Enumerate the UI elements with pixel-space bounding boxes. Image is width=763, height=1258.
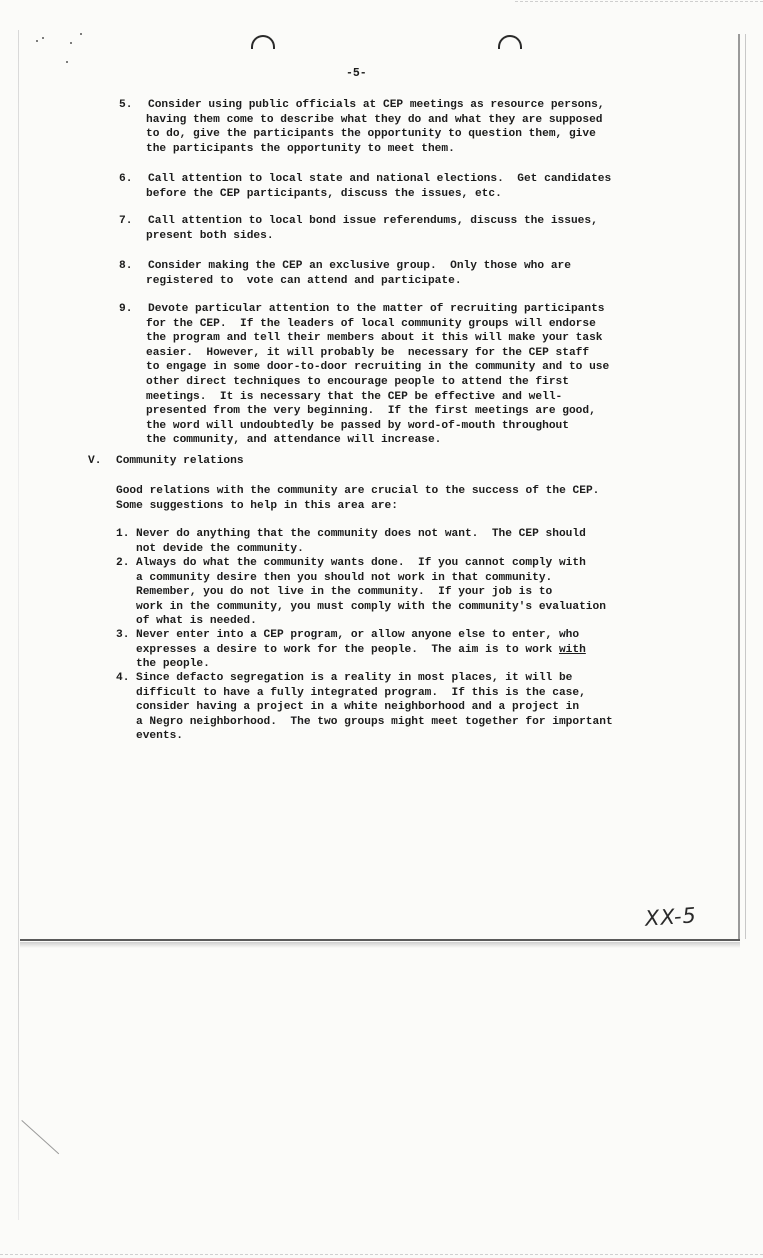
- list-item-line: the word will undoubtedly be passed by word-of-mouth throughout: [146, 419, 569, 432]
- list-item-number: 8.: [119, 260, 133, 272]
- section-item-line: expresses a desire to work for the people. The aim is to work with: [136, 643, 586, 656]
- list-item-number: 9.: [119, 303, 133, 315]
- section-item-line: Never enter into a CEP program, or allow anyone else to enter, who: [136, 629, 580, 641]
- section-item-number: 3.: [116, 629, 130, 641]
- list-item-line: other direct techniques to encourage people to attend the first: [146, 376, 569, 388]
- list-item-line: Devote particular attention to the matter of recruiting participants: [148, 303, 605, 315]
- section-item-line: of what is needed.: [136, 615, 257, 628]
- list-item-line: the participants the opportunity to meet them.: [146, 142, 455, 155]
- scan-speck: [80, 33, 82, 35]
- handwritten-page-label: XX-5: [644, 903, 698, 931]
- list-item-line: presented from the very beginning. If the first meetings are good,: [146, 405, 596, 418]
- list-item-line: the community, and attendance will increase.: [146, 434, 442, 447]
- punch-hole-mark-left: [251, 35, 275, 49]
- section-item-number: 1.: [116, 528, 130, 540]
- list-item-line: meetings. It is necessary that the CEP be effective and well-: [146, 390, 563, 403]
- section-item-line: the people.: [136, 658, 210, 671]
- section-item-line: Always do what the community wants done. If you cannot comply with: [136, 557, 586, 569]
- section-item-line: Since defacto segregation is a reality in most places, it will be: [136, 672, 573, 684]
- list-item-line: Call attention to local state and national elections. Get candidates: [148, 173, 612, 185]
- list-item-line: Consider making the CEP an exclusive group. Only those who are: [148, 260, 571, 272]
- scan-border-bottom: [0, 1254, 763, 1256]
- scan-speck: [42, 37, 44, 39]
- section-item-line: consider having a project in a white neighborhood and a project in: [136, 701, 580, 714]
- scan-edge-right-inner: [745, 34, 746, 939]
- scan-speck: [70, 42, 72, 44]
- list-item-line: having them come to describe what they do and what they are supposed: [146, 113, 603, 126]
- section-numeral: V.: [88, 455, 102, 467]
- section-item-line: a community desire then you should not work in that community.: [136, 571, 553, 584]
- scan-artifact-line: [21, 1120, 59, 1154]
- section-item-line: events.: [136, 730, 183, 743]
- list-item-line: Consider using public officials at CEP meetings as resource persons,: [148, 99, 605, 111]
- list-item-line: present both sides.: [146, 229, 274, 242]
- list-item-line: for the CEP. If the leaders of local community groups will endorse: [146, 317, 596, 330]
- section-item-line: Never do anything that the community does not want. The CEP should: [136, 528, 586, 540]
- list-item-number: 6.: [119, 173, 133, 185]
- section-item-number: 4.: [116, 672, 130, 684]
- scan-edge-right: [738, 34, 740, 939]
- scan-speck: [36, 40, 38, 42]
- scan-speck: [66, 61, 68, 63]
- list-item-line: to do, give the participants the opportunity to question them, give: [146, 128, 596, 141]
- list-item-number: 7.: [119, 215, 133, 227]
- page-fold-line: [20, 939, 740, 941]
- list-item-line: before the CEP participants, discuss the issues, etc.: [146, 187, 502, 200]
- section-item-line: Remember, you do not live in the community. If your job is to: [136, 586, 553, 599]
- section-item-number: 2.: [116, 557, 130, 569]
- section-intro-line: Some suggestions to help in this area are:: [116, 499, 398, 512]
- section-item-line: work in the community, you must comply with the community's evaluation: [136, 600, 606, 613]
- page-fold-shadow: [20, 942, 740, 948]
- list-item-line: easier. However, it will probably be necessary for the CEP staff: [146, 346, 590, 359]
- list-item-number: 5.: [119, 99, 133, 111]
- section-item-line: not devide the community.: [136, 542, 304, 555]
- scan-edge-left: [18, 30, 19, 1220]
- list-item-line: to engage in some door-to-door recruiting in the community and to use: [146, 361, 610, 374]
- list-item-line: registered to vote can attend and participate.: [146, 274, 462, 287]
- section-title: Community relations: [116, 455, 244, 467]
- section-item-line: a Negro neighborhood. The two groups might meet together for important: [136, 715, 613, 728]
- page-number: -5-: [346, 67, 367, 80]
- list-item-line: Call attention to local bond issue referendums, discuss the issues,: [148, 215, 598, 227]
- scan-border-top: [515, 1, 763, 3]
- punch-hole-mark-right: [498, 35, 522, 49]
- underlined-word: with: [558, 643, 586, 656]
- section-item-line: difficult to have a fully integrated program. If this is the case,: [136, 686, 586, 699]
- section-intro-line: Good relations with the community are crucial to the success of the CEP.: [116, 485, 600, 497]
- list-item-line: the program and tell their members about it this will make your task: [146, 332, 603, 345]
